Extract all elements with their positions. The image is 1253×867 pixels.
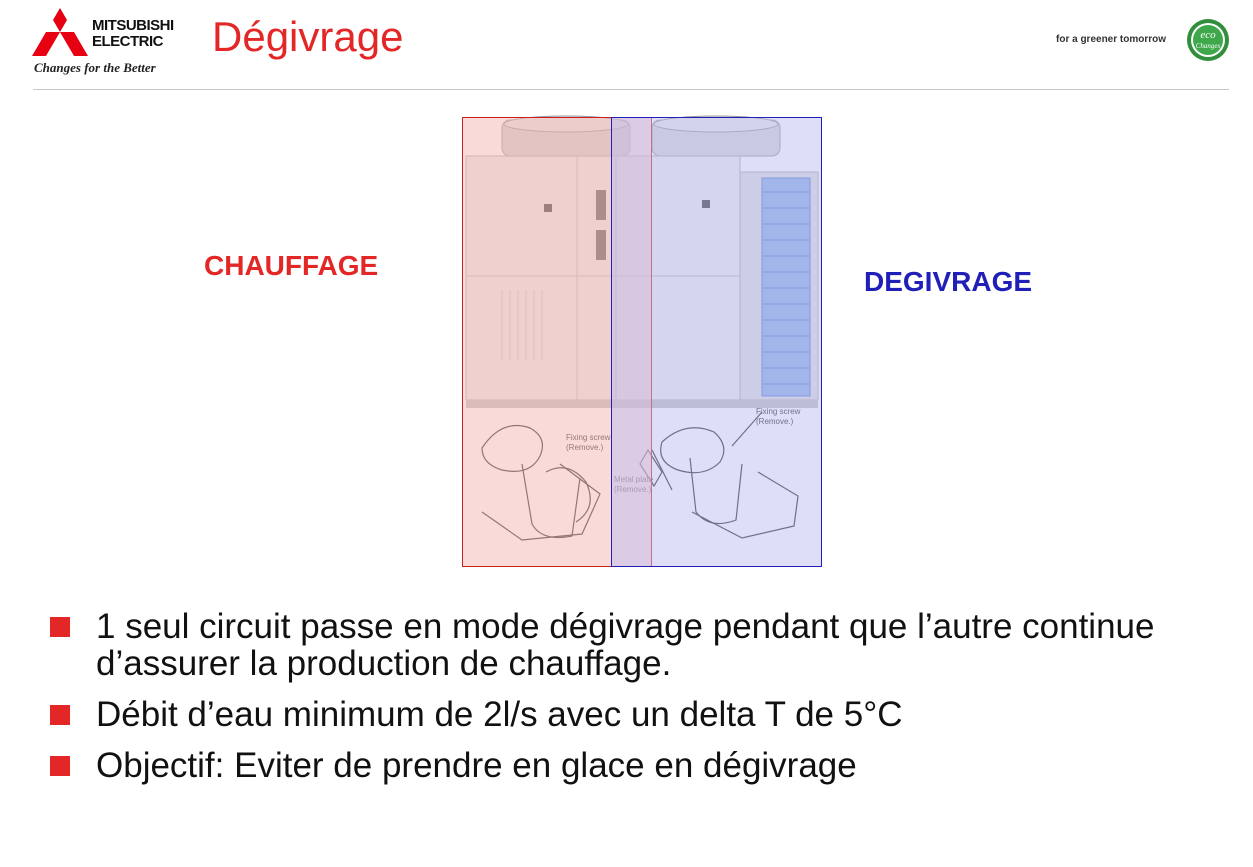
degivrage-label: DEGIVRAGE [864,266,1033,297]
header-divider [33,89,1229,90]
chauffage-label: CHAUFFAGE [204,250,379,281]
mitsubishi-logo [32,8,202,80]
bullet-list [48,608,1228,798]
bullet-item [48,696,1228,733]
bullet-text: Objectif: Eviter de prendre en glace en dégivrage [96,746,857,785]
bullet-square-icon [50,756,70,776]
outdoor-unit-figure [462,112,822,568]
bullet-square-icon [50,617,70,637]
bullet-square-icon [50,705,70,725]
eco-badge-text-2: Changes [1195,42,1221,50]
brand-name-line1: MITSUBISHI [92,17,174,34]
eco-changes-icon [1186,18,1230,62]
bullet-text: 1 seul circuit passe en mode dégivrage pendant que l’autre continue d’assurer la production de chauffage. [96,607,1155,683]
eco-slogan: for a greener tomorrow [1056,34,1167,45]
page-title: Dégivrage [212,13,404,60]
eco-badge-text-1: eco [1200,29,1216,41]
three-diamonds-icon [32,8,88,58]
slide-header [0,0,1253,92]
bullet-item [48,747,1228,784]
brand-tagline: Changes for the Better [34,60,156,75]
bullet-item [48,608,1228,682]
brand-name-line2: ELECTRIC [92,33,163,50]
degivrage-overlay [612,118,822,567]
bullet-text: Débit d’eau minimum de 2l/s avec un delta T de 5°C [96,695,903,734]
